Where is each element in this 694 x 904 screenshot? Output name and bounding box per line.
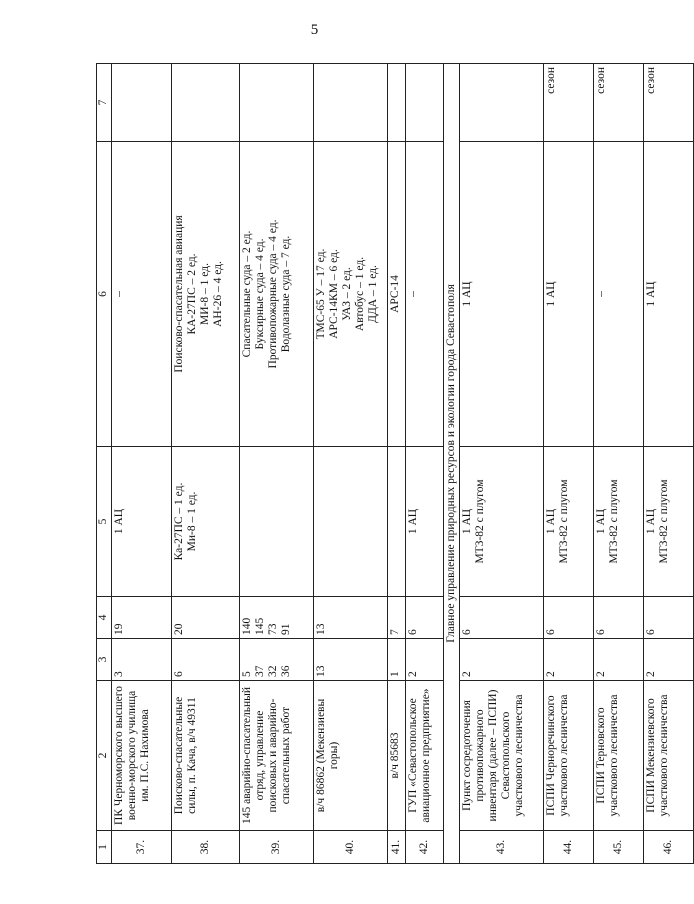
cell-line: Ка-27ПС – 1 ед. <box>173 482 185 561</box>
header-cell: 5 <box>97 447 112 597</box>
cell-line: МИ-8 – 1 ед. <box>199 263 211 325</box>
cell-line: 2 <box>595 671 607 677</box>
note: сезон <box>544 64 594 142</box>
cell-line: Водолазные суда – 7 ед. <box>280 235 292 353</box>
row-number: 46. <box>644 831 694 864</box>
cell-line: ТМС-65 У – 17 ед. <box>315 248 327 340</box>
cell-line: 2 <box>407 671 419 677</box>
note <box>112 64 172 142</box>
personnel-count <box>240 639 314 681</box>
row-number: 44. <box>544 831 594 864</box>
personnel-total <box>112 597 172 639</box>
personnel-count <box>460 639 544 681</box>
cell-line: 6 <box>645 629 657 635</box>
cell-line: АН-26 – 4 ед. <box>212 261 224 327</box>
cell-line: 6 <box>595 629 607 635</box>
cell-line: 1 АЦ <box>545 281 557 307</box>
row-number: 45. <box>594 831 644 864</box>
cell-line: 5 <box>241 671 253 677</box>
cell-line: 2 <box>545 671 557 677</box>
organization-name: ПСПИ Мекензиевского участкового лесничества <box>644 681 694 831</box>
organization-name: в/ч 85683 <box>388 681 406 831</box>
note: сезон <box>594 64 644 142</box>
header-cell: 6 <box>97 142 112 447</box>
equipment <box>544 447 594 597</box>
section-row <box>444 64 460 864</box>
personnel-total <box>406 597 444 639</box>
table-row <box>240 64 314 864</box>
organization-name: ПСПИ Черноречинского участкового лесничества <box>544 681 594 831</box>
personnel-total <box>240 597 314 639</box>
extra-equipment <box>644 142 694 447</box>
table-row <box>314 64 388 864</box>
table-row <box>172 64 240 864</box>
header-cell: 3 <box>97 639 112 681</box>
equipment <box>314 447 388 597</box>
cell-line: 13 <box>315 665 327 677</box>
equipment <box>388 447 406 597</box>
organization-name: в/ч 86862 (Мекензиевы горы) <box>314 681 388 831</box>
cell-line: 1 АЦ <box>545 508 557 535</box>
cell-line: 20 <box>173 623 185 635</box>
personnel-total <box>314 597 388 639</box>
extra-equipment <box>240 142 314 447</box>
cell-line: 2 <box>645 671 657 677</box>
equipment <box>112 447 172 597</box>
cell-line: 13 <box>315 623 327 635</box>
extra-equipment <box>406 142 444 447</box>
personnel-total <box>644 597 694 639</box>
organization-name: ПСПИ Терновского участкового лесничества <box>594 681 644 831</box>
personnel-total <box>460 597 544 639</box>
cell-line: 19 <box>113 623 125 635</box>
row-number: 40. <box>314 831 388 864</box>
cell-line: Поисково-спасательная авиация <box>173 215 185 373</box>
cell-line: 6 <box>545 629 557 635</box>
cell-line: Буксирные суда – 4 ед. <box>254 238 266 350</box>
cell-line: 1 АЦ <box>113 508 125 535</box>
row-number: 42. <box>406 831 444 864</box>
personnel-count <box>314 639 388 681</box>
cell-line: 145 <box>254 617 266 635</box>
organization-name: ПК Черноморского высшего военно-морского училища им. П.С. Нахимова <box>112 681 172 831</box>
row-number: 37. <box>112 831 172 864</box>
equipment <box>172 447 240 597</box>
header-cell: 4 <box>97 597 112 639</box>
page-number: 5 <box>310 22 319 38</box>
equipment <box>460 447 544 597</box>
cell-line: КА-27ПС – 2 ед. <box>186 253 198 335</box>
organization-name: ГУП «Севастопольское авиационное предприятие» <box>406 681 444 831</box>
personnel-count <box>594 639 644 681</box>
note <box>314 64 388 142</box>
cell-line: 32 <box>267 665 279 677</box>
cell-line: 140 <box>241 617 253 635</box>
note <box>172 64 240 142</box>
header-row <box>97 64 112 864</box>
equipment <box>406 447 444 597</box>
cell-line: 37 <box>254 665 266 677</box>
cell-line: 3 <box>113 671 125 677</box>
table-container <box>96 64 674 864</box>
cell-line: Ми-8 – 1 ед. <box>186 491 198 552</box>
cell-line: Спасательные суда – 2 ед. <box>241 230 253 358</box>
cell-line: МТЗ-82 с плугом <box>658 479 670 564</box>
cell-line: 6 <box>407 629 419 635</box>
personnel-count <box>644 639 694 681</box>
cell-line: АРС-14 <box>389 275 401 313</box>
table-row <box>460 64 544 864</box>
equipment <box>644 447 694 597</box>
cell-line: – <box>407 291 419 297</box>
cell-line: 91 <box>280 623 292 635</box>
cell-line: 1 АЦ <box>407 508 419 535</box>
table-row <box>112 64 172 864</box>
personnel-count <box>544 639 594 681</box>
cell-line: – <box>595 291 607 297</box>
personnel-count <box>406 639 444 681</box>
cell-line: 1 АЦ <box>645 508 657 535</box>
table-row <box>644 64 694 864</box>
extra-equipment <box>388 142 406 447</box>
cell-line: АРС-14КМ – 6 ед. <box>328 249 340 339</box>
row-number: 39. <box>240 831 314 864</box>
cell-line: Автобус – 1 ед. <box>354 256 366 332</box>
table-row <box>388 64 406 864</box>
cell-line: 1 АЦ <box>461 281 473 307</box>
cell-line: 6 <box>461 629 473 635</box>
cell-line: ДДА – 1 ед. <box>367 265 379 323</box>
cell-line: 1 <box>389 671 401 677</box>
equipment <box>594 447 644 597</box>
cell-line: 36 <box>280 665 292 677</box>
cell-line: 1 АЦ <box>645 281 657 307</box>
personnel-count <box>112 639 172 681</box>
note <box>240 64 314 142</box>
note: сезон <box>644 64 694 142</box>
row-number: 38. <box>172 831 240 864</box>
resources-table <box>96 63 694 864</box>
organization-name: Поисково-спасательные силы, п. Кача, в/ч 49311 <box>172 681 240 831</box>
note <box>388 64 406 142</box>
note <box>406 64 444 142</box>
personnel-count <box>388 639 406 681</box>
row-number: 41. <box>388 831 406 864</box>
header-cell: 2 <box>97 681 112 831</box>
cell-line: 1 АЦ <box>595 508 607 535</box>
table-row <box>406 64 444 864</box>
cell-line: 7 <box>389 629 401 635</box>
cell-line: МТЗ-82 с плугом <box>474 479 486 564</box>
organization-name: 145 аварийно-спасательный отряд, управление поисковых и аварийно-спасательных работ <box>240 681 314 831</box>
cell-line: УАЗ – 2 ед. <box>341 267 353 321</box>
header-cell: 1 <box>97 831 112 864</box>
cell-line: 6 <box>173 671 185 677</box>
extra-equipment <box>544 142 594 447</box>
row-number: 43. <box>460 831 544 864</box>
cell-line: МТЗ-82 с плугом <box>558 479 570 564</box>
extra-equipment <box>172 142 240 447</box>
section-title: Главное управление природных ресурсов и экологии города Севастополя <box>444 64 460 864</box>
extra-equipment <box>594 142 644 447</box>
cell-line: Противопожарные суда – 4 ед. <box>267 219 279 369</box>
personnel-total <box>388 597 406 639</box>
table-row <box>594 64 644 864</box>
cell-line: 2 <box>461 671 473 677</box>
header-cell: 7 <box>97 64 112 142</box>
cell-line: 1 АЦ <box>461 508 473 535</box>
personnel-total <box>172 597 240 639</box>
cell-line: – <box>113 291 125 297</box>
note <box>460 64 544 142</box>
table-row <box>544 64 594 864</box>
cell-line: МТЗ-82 с плугом <box>608 479 620 564</box>
personnel-total <box>594 597 644 639</box>
extra-equipment <box>112 142 172 447</box>
cell-line: 73 <box>267 623 279 635</box>
personnel-count <box>172 639 240 681</box>
personnel-total <box>544 597 594 639</box>
equipment <box>240 447 314 597</box>
organization-name: Пункт сосредоточения противопожарного инвентаря (далее – ПСПИ) Севастопольского участкового лесничества <box>460 681 544 831</box>
extra-equipment <box>314 142 388 447</box>
extra-equipment <box>460 142 544 447</box>
